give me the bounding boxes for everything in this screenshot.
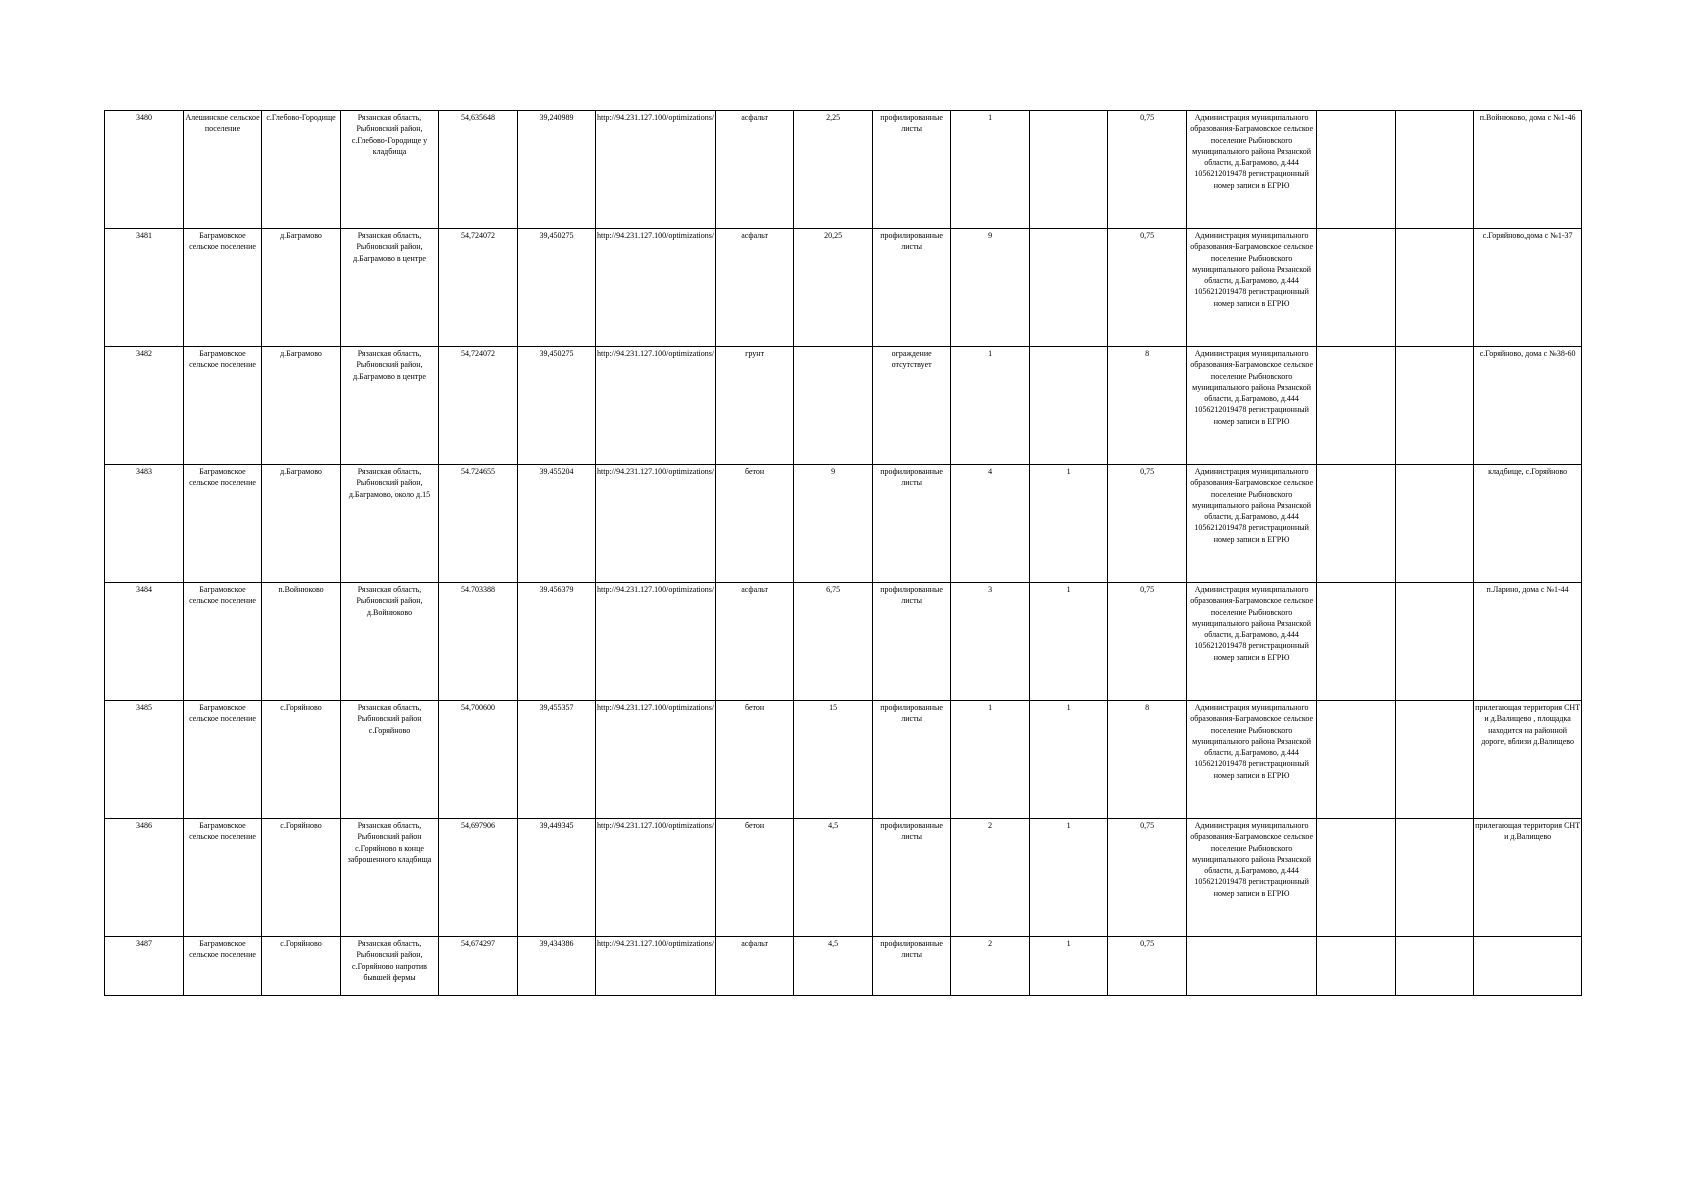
- waste-sources-cell: п.Ларино, дома с №1-44: [1474, 583, 1582, 701]
- row-number-cell: 3482: [105, 347, 184, 465]
- containers-count-cell: 2: [951, 819, 1030, 937]
- owner-cell: Администрация муниципального образования-Баграмовское сельское поселение Рыбновского муниципального района Рязанской области, д.Баграмово, д.444 1056212019478 регистрационный номер записи в ЕГРЮ: [1187, 111, 1317, 229]
- row-number-cell: 3485: [105, 701, 184, 819]
- fence-cell: профилированные листы: [873, 937, 951, 996]
- settlement-cell: Баграмовское сельское поселение: [184, 583, 262, 701]
- bunker-count-cell: [1030, 111, 1108, 229]
- volume-cell: 0,75: [1108, 229, 1187, 347]
- table-row: [105, 347, 1582, 465]
- locality-cell: п.Войнюково: [262, 583, 341, 701]
- fence-cell: профилированные листы: [873, 819, 951, 937]
- owner-cell: Администрация муниципального образования-Баграмовское сельское поселение Рыбновского муниципального района Рязанской области, д.Баграмово, д.444 1056212019478 регистрационный номер записи в ЕГРЮ: [1187, 701, 1317, 819]
- table-row: [105, 819, 1582, 937]
- latitude-cell: 54,635648: [439, 111, 518, 229]
- address-cell: Рязанская область, Рыбновский район, д.Баграмово, около д.15: [341, 465, 439, 583]
- table-row: [105, 701, 1582, 819]
- table-row: [105, 229, 1582, 347]
- longitude-cell: 39,450275: [518, 347, 596, 465]
- owner-cell: Администрация муниципального образования-Баграмовское сельское поселение Рыбновского муниципального района Рязанской области, д.Баграмово, д.444 1056212019478 регистрационный номер записи в ЕГРЮ: [1187, 583, 1317, 701]
- settlement-cell: Баграмовское сельское поселение: [184, 937, 262, 996]
- area-cell: 4,5: [794, 937, 873, 996]
- owner-cell: Администрация муниципального образования-Баграмовское сельское поселение Рыбновского муниципального района Рязанской области, д.Баграмово, д.444 1056212019478 регистрационный номер записи в ЕГРЮ: [1187, 465, 1317, 583]
- volume-cell: 0,75: [1108, 937, 1187, 996]
- bunker-count-cell: 1: [1030, 583, 1108, 701]
- settlement-cell: Баграмовское сельское поселение: [184, 229, 262, 347]
- row-number-cell: 3484: [105, 583, 184, 701]
- empty-cell: [1396, 937, 1474, 996]
- containers-count-cell: 4: [951, 465, 1030, 583]
- containers-count-cell: 3: [951, 583, 1030, 701]
- empty-cell: [1317, 111, 1396, 229]
- settlement-cell: Баграмовское сельское поселение: [184, 819, 262, 937]
- table-body: [105, 111, 1582, 996]
- latitude-cell: 54,674297: [439, 937, 518, 996]
- settlement-cell: Баграмовское сельское поселение: [184, 701, 262, 819]
- address-cell: Рязанская область, Рыбновский район, д.Баграмово в центре: [341, 347, 439, 465]
- waste-sources-cell: кладбище, с.Горяйново: [1474, 465, 1582, 583]
- url-cell: http://94.231.127.100/optimizations/: [596, 465, 716, 583]
- longitude-cell: 39.456379: [518, 583, 596, 701]
- containers-count-cell: 9: [951, 229, 1030, 347]
- surface-cell: бетон: [716, 701, 794, 819]
- latitude-cell: 54.703388: [439, 583, 518, 701]
- surface-cell: асфальт: [716, 583, 794, 701]
- row-number-cell: 3481: [105, 229, 184, 347]
- empty-cell: [1396, 229, 1474, 347]
- containers-count-cell: 1: [951, 347, 1030, 465]
- url-cell: http://94.231.127.100/optimizations/: [596, 347, 716, 465]
- longitude-cell: 39,434386: [518, 937, 596, 996]
- address-cell: Рязанская область, Рыбновский район с.Горяйново: [341, 701, 439, 819]
- address-cell: Рязанская область, Рыбновский район, д.Баграмово в центре: [341, 229, 439, 347]
- latitude-cell: 54,724072: [439, 347, 518, 465]
- empty-cell: [1396, 819, 1474, 937]
- containers-count-cell: 1: [951, 111, 1030, 229]
- settlement-cell: Баграмовское сельское поселение: [184, 347, 262, 465]
- empty-cell: [1396, 583, 1474, 701]
- waste-sources-cell: прилегающая территория СНТ и д.Валищево: [1474, 819, 1582, 937]
- longitude-cell: 39.455204: [518, 465, 596, 583]
- surface-cell: асфальт: [716, 111, 794, 229]
- area-cell: 20,25: [794, 229, 873, 347]
- empty-cell: [1317, 701, 1396, 819]
- url-cell: http://94.231.127.100/optimizations/: [596, 111, 716, 229]
- data-table: [104, 110, 1582, 996]
- fence-cell: профилированные листы: [873, 701, 951, 819]
- empty-cell: [1396, 465, 1474, 583]
- row-number-cell: 3486: [105, 819, 184, 937]
- address-cell: Рязанская область, Рыбновский район, с.Горяйново напротив бывшей фермы: [341, 937, 439, 996]
- area-cell: 6,75: [794, 583, 873, 701]
- locality-cell: с.Горяйново: [262, 937, 341, 996]
- longitude-cell: 39,450275: [518, 229, 596, 347]
- waste-sources-cell: [1474, 937, 1582, 996]
- area-cell: 15: [794, 701, 873, 819]
- volume-cell: 8: [1108, 701, 1187, 819]
- bunker-count-cell: 1: [1030, 701, 1108, 819]
- waste-sources-cell: п.Войнюково, дома с №1-46: [1474, 111, 1582, 229]
- table-row: [105, 465, 1582, 583]
- table-row: [105, 937, 1582, 996]
- latitude-cell: 54,700600: [439, 701, 518, 819]
- bunker-count-cell: 1: [1030, 937, 1108, 996]
- waste-sources-cell: прилегающая территория СНТ и д.Валищево , площадка находится на районной дороге, вблизи д.Валищево: [1474, 701, 1582, 819]
- url-cell: http://94.231.127.100/optimizations/: [596, 701, 716, 819]
- volume-cell: 0,75: [1108, 819, 1187, 937]
- fence-cell: профилированные листы: [873, 465, 951, 583]
- bunker-count-cell: 1: [1030, 465, 1108, 583]
- empty-cell: [1396, 701, 1474, 819]
- fence-cell: профилированные листы: [873, 229, 951, 347]
- volume-cell: 0,75: [1108, 583, 1187, 701]
- empty-cell: [1396, 347, 1474, 465]
- address-cell: Рязанская область, Рыбновский район, д.Войнюково: [341, 583, 439, 701]
- empty-cell: [1317, 347, 1396, 465]
- address-cell: Рязанская область, Рыбновский район с.Горяйново в конце заброшенного кладбища: [341, 819, 439, 937]
- table-row: [105, 583, 1582, 701]
- longitude-cell: 39,449345: [518, 819, 596, 937]
- surface-cell: грунт: [716, 347, 794, 465]
- owner-cell: Администрация муниципального образования-Баграмовское сельское поселение Рыбновского муниципального района Рязанской области, д.Баграмово, д.444 1056212019478 регистрационный номер записи в ЕГРЮ: [1187, 229, 1317, 347]
- empty-cell: [1317, 819, 1396, 937]
- containers-count-cell: 1: [951, 701, 1030, 819]
- row-number-cell: 3483: [105, 465, 184, 583]
- volume-cell: 0,75: [1108, 111, 1187, 229]
- locality-cell: с.Горяйново: [262, 819, 341, 937]
- fence-cell: профилированные листы: [873, 111, 951, 229]
- locality-cell: д.Баграмово: [262, 347, 341, 465]
- empty-cell: [1317, 465, 1396, 583]
- waste-sources-cell: с.Горяйново,дома с №1-37: [1474, 229, 1582, 347]
- locality-cell: с.Глебово-Городище: [262, 111, 341, 229]
- empty-cell: [1317, 229, 1396, 347]
- bunker-count-cell: [1030, 347, 1108, 465]
- url-cell: http://94.231.127.100/optimizations/: [596, 229, 716, 347]
- waste-sources-cell: с.Горяйново, дома с №38-60: [1474, 347, 1582, 465]
- empty-cell: [1317, 583, 1396, 701]
- fence-cell: ограждение отсутствует: [873, 347, 951, 465]
- locality-cell: с.Горяйново: [262, 701, 341, 819]
- area-cell: 4,5: [794, 819, 873, 937]
- address-cell: Рязанская область, Рыбновский район, с.Глебово-Городище у кладбища: [341, 111, 439, 229]
- locality-cell: д.Баграмово: [262, 465, 341, 583]
- bunker-count-cell: [1030, 229, 1108, 347]
- empty-cell: [1396, 111, 1474, 229]
- owner-cell: Администрация муниципального образования-Баграмовское сельское поселение Рыбновского муниципального района Рязанской области, д.Баграмово, д.444 1056212019478 регистрационный номер записи в ЕГРЮ: [1187, 819, 1317, 937]
- settlement-cell: Алешинское сельское поселение: [184, 111, 262, 229]
- settlement-cell: Баграмовское сельское поселение: [184, 465, 262, 583]
- locality-cell: д.Баграмово: [262, 229, 341, 347]
- latitude-cell: 54.724655: [439, 465, 518, 583]
- volume-cell: 8: [1108, 347, 1187, 465]
- table-row: [105, 111, 1582, 229]
- surface-cell: бетон: [716, 819, 794, 937]
- surface-cell: бетон: [716, 465, 794, 583]
- url-cell: http://94.231.127.100/optimizations/: [596, 937, 716, 996]
- fence-cell: профилированные листы: [873, 583, 951, 701]
- area-cell: 2,25: [794, 111, 873, 229]
- area-cell: [794, 347, 873, 465]
- area-cell: 9: [794, 465, 873, 583]
- surface-cell: асфальт: [716, 937, 794, 996]
- surface-cell: асфальт: [716, 229, 794, 347]
- longitude-cell: 39,240989: [518, 111, 596, 229]
- row-number-cell: 3480: [105, 111, 184, 229]
- latitude-cell: 54,724072: [439, 229, 518, 347]
- owner-cell: Администрация муниципального образования-Баграмовское сельское поселение Рыбновского муниципального района Рязанской области, д.Баграмово, д.444 1056212019478 регистрационный номер записи в ЕГРЮ: [1187, 347, 1317, 465]
- bunker-count-cell: 1: [1030, 819, 1108, 937]
- longitude-cell: 39,455357: [518, 701, 596, 819]
- url-cell: http://94.231.127.100/optimizations/: [596, 583, 716, 701]
- containers-count-cell: 2: [951, 937, 1030, 996]
- url-cell: http://94.231.127.100/optimizations/: [596, 819, 716, 937]
- row-number-cell: 3487: [105, 937, 184, 996]
- latitude-cell: 54,697906: [439, 819, 518, 937]
- empty-cell: [1317, 937, 1396, 996]
- owner-cell: [1187, 937, 1317, 996]
- volume-cell: 0,75: [1108, 465, 1187, 583]
